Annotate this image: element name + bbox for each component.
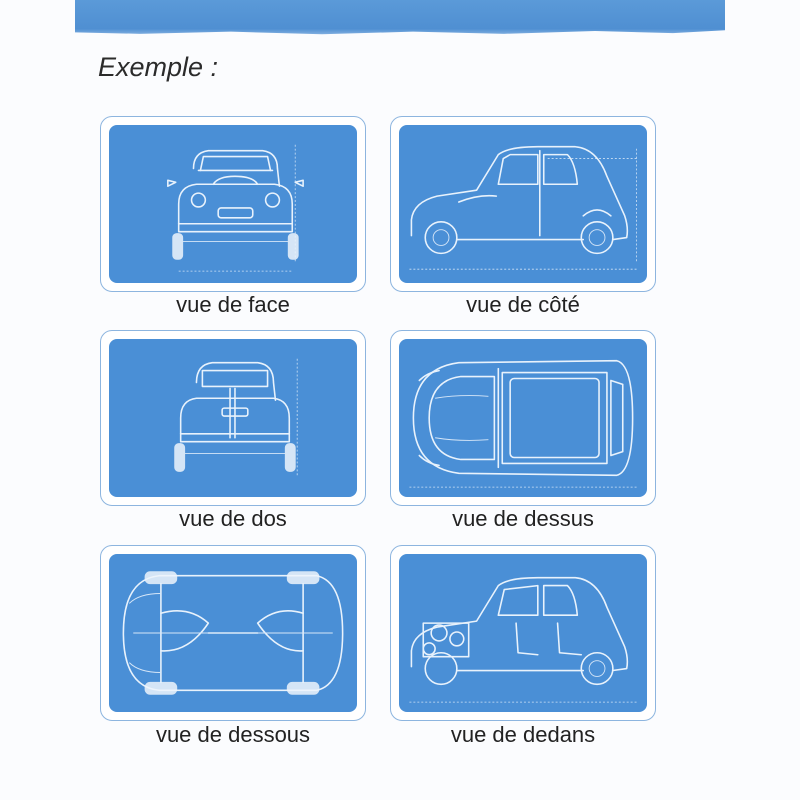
car-front-view-icon — [109, 125, 357, 283]
page-title: Exemple : — [98, 52, 219, 82]
blueprint-panel — [399, 554, 647, 712]
card-rear-view — [100, 330, 366, 506]
car-side-view-icon — [399, 125, 647, 283]
top-decorative-band — [75, 0, 725, 36]
caption-side-view: vue de côté — [466, 292, 580, 317]
caption-top-view: vue de dessus — [452, 506, 594, 531]
card-bottom-view — [100, 545, 366, 721]
caption-bottom-view: vue de dessous — [155, 722, 311, 747]
car-rear-view-icon — [109, 339, 357, 497]
blueprint-panel — [109, 554, 357, 712]
caption-interior-view: vue de dedans — [450, 722, 596, 747]
caption-rear-view: vue de dos — [179, 506, 287, 531]
blueprint-panel — [399, 339, 647, 497]
blueprint-panel — [109, 339, 357, 497]
car-interior-view-icon — [399, 554, 647, 712]
car-top-view-icon — [399, 339, 647, 497]
caption-front-view: vue de face — [176, 292, 290, 317]
card-side-view — [390, 116, 656, 292]
car-bottom-view-icon — [109, 554, 357, 712]
card-top-view — [390, 330, 656, 506]
card-interior-view — [390, 545, 656, 721]
blueprint-panel — [109, 125, 357, 283]
blueprint-panel — [399, 125, 647, 283]
card-front-view — [100, 116, 366, 292]
